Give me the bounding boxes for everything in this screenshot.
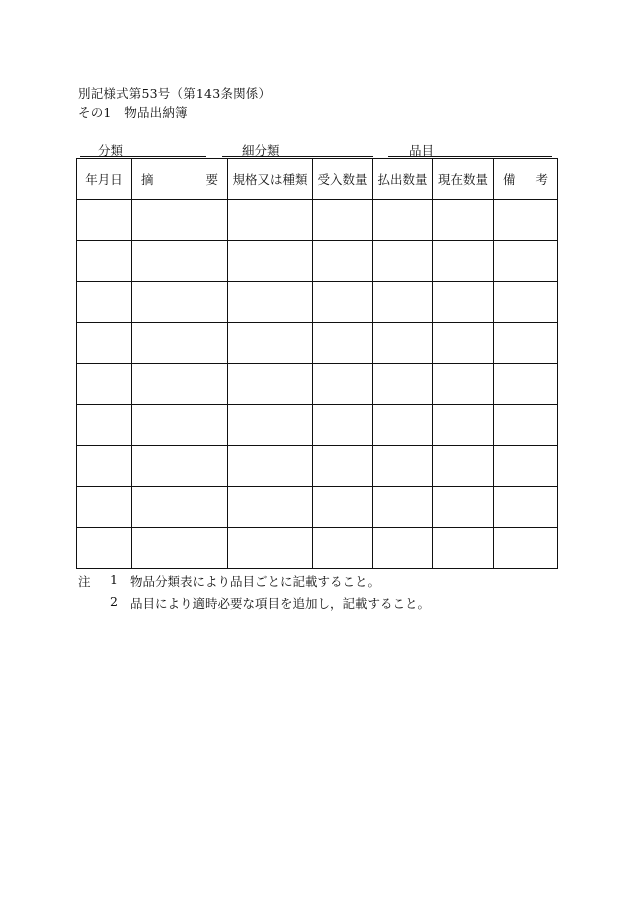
table-row bbox=[77, 241, 558, 282]
date-cell bbox=[77, 446, 132, 487]
received-cell bbox=[313, 364, 373, 405]
current-cell bbox=[433, 364, 494, 405]
category-fields bbox=[80, 141, 552, 157]
table-header-row bbox=[77, 159, 558, 200]
summary-cell bbox=[132, 364, 228, 405]
date-cell bbox=[77, 241, 132, 282]
spec-cell bbox=[228, 200, 313, 241]
spec-cell bbox=[228, 528, 313, 569]
remarks-cell bbox=[494, 200, 558, 241]
column-header-spec: 規格又は種類 bbox=[228, 159, 313, 200]
current-cell bbox=[433, 487, 494, 528]
note-text: 品目により適時必要な項目を追加し，記載すること。 bbox=[130, 596, 431, 611]
note-number: 2 bbox=[110, 594, 118, 609]
current-cell bbox=[433, 528, 494, 569]
issued-cell bbox=[373, 487, 433, 528]
summary-header-char-1: 摘 bbox=[141, 172, 154, 187]
issued-cell bbox=[373, 323, 433, 364]
summary-cell bbox=[132, 405, 228, 446]
ledger-table bbox=[76, 158, 558, 569]
note-text: 物品分類表により品目ごとに記載すること。 bbox=[130, 574, 381, 589]
issued-cell bbox=[373, 200, 433, 241]
summary-cell bbox=[132, 446, 228, 487]
current-cell bbox=[433, 323, 494, 364]
issued-cell bbox=[373, 446, 433, 487]
date-cell bbox=[77, 364, 132, 405]
current-cell bbox=[433, 282, 494, 323]
column-header-issued: 払出数量 bbox=[373, 159, 433, 200]
remarks-cell bbox=[494, 282, 558, 323]
table-row bbox=[77, 282, 558, 323]
table-row bbox=[77, 364, 558, 405]
remarks-cell bbox=[494, 364, 558, 405]
current-cell bbox=[433, 241, 494, 282]
notes-label: 注 bbox=[78, 574, 91, 589]
table-row bbox=[77, 446, 558, 487]
column-header-remarks bbox=[494, 159, 558, 200]
summary-header-char-2: 要 bbox=[205, 172, 218, 187]
current-cell bbox=[433, 200, 494, 241]
received-cell bbox=[313, 446, 373, 487]
summary-cell bbox=[132, 528, 228, 569]
remarks-header-char-2: 考 bbox=[535, 172, 548, 187]
date-cell bbox=[77, 405, 132, 446]
current-cell bbox=[433, 405, 494, 446]
date-cell bbox=[77, 200, 132, 241]
remarks-header-char-1: 備 bbox=[503, 172, 516, 187]
spec-cell bbox=[228, 241, 313, 282]
spec-cell bbox=[228, 364, 313, 405]
received-cell bbox=[313, 323, 373, 364]
item-label: 品目 bbox=[409, 143, 435, 158]
spec-cell bbox=[228, 405, 313, 446]
spec-cell bbox=[228, 282, 313, 323]
subcategory-label: 細分類 bbox=[242, 143, 280, 158]
table-row bbox=[77, 487, 558, 528]
issued-cell bbox=[373, 241, 433, 282]
remarks-cell bbox=[494, 528, 558, 569]
note-number: 1 bbox=[110, 572, 118, 587]
received-cell bbox=[313, 200, 373, 241]
category-field bbox=[80, 141, 206, 157]
subcategory-field bbox=[222, 141, 373, 157]
issued-cell bbox=[373, 364, 433, 405]
summary-cell bbox=[132, 323, 228, 364]
received-cell bbox=[313, 405, 373, 446]
summary-cell bbox=[132, 282, 228, 323]
current-cell bbox=[433, 446, 494, 487]
issued-cell bbox=[373, 405, 433, 446]
received-cell bbox=[313, 487, 373, 528]
spec-cell bbox=[228, 446, 313, 487]
table-row bbox=[77, 200, 558, 241]
received-cell bbox=[313, 241, 373, 282]
summary-cell bbox=[132, 200, 228, 241]
remarks-cell bbox=[494, 446, 558, 487]
received-cell bbox=[313, 282, 373, 323]
item-field bbox=[388, 141, 552, 157]
ledger-body bbox=[77, 200, 558, 569]
table-row bbox=[77, 528, 558, 569]
remarks-cell bbox=[494, 487, 558, 528]
category-label: 分類 bbox=[98, 143, 124, 158]
date-cell bbox=[77, 487, 132, 528]
date-cell bbox=[77, 528, 132, 569]
column-header-summary bbox=[132, 159, 228, 200]
spec-cell bbox=[228, 323, 313, 364]
remarks-cell bbox=[494, 405, 558, 446]
date-cell bbox=[77, 282, 132, 323]
date-cell bbox=[77, 323, 132, 364]
received-cell bbox=[313, 528, 373, 569]
form-title: 別記様式第53号（第143条関係） bbox=[78, 86, 272, 101]
remarks-cell bbox=[494, 323, 558, 364]
issued-cell bbox=[373, 282, 433, 323]
column-header-current: 現在数量 bbox=[433, 159, 494, 200]
issued-cell bbox=[373, 528, 433, 569]
spec-cell bbox=[228, 487, 313, 528]
column-header-date: 年月日 bbox=[77, 159, 132, 200]
table-row bbox=[77, 323, 558, 364]
remarks-cell bbox=[494, 241, 558, 282]
summary-cell bbox=[132, 487, 228, 528]
column-header-received: 受入数量 bbox=[313, 159, 373, 200]
summary-cell bbox=[132, 241, 228, 282]
table-row bbox=[77, 405, 558, 446]
document-subtitle: その1 物品出納簿 bbox=[78, 105, 188, 120]
